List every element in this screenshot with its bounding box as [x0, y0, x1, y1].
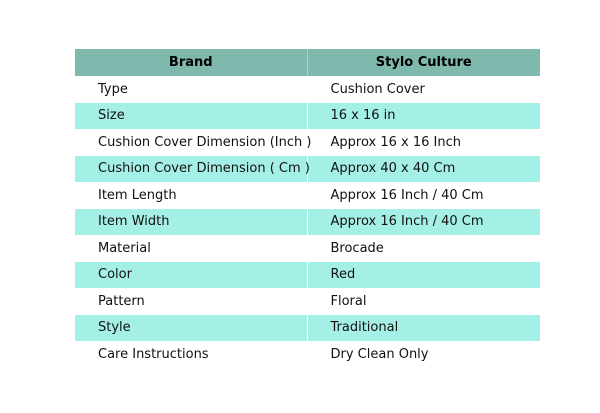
spec-label: Type [75, 76, 307, 103]
table-row [75, 235, 540, 262]
spec-value: Brocade [307, 235, 540, 262]
spec-label: Color [75, 262, 307, 289]
header-cell-brand-value: Stylo Culture [307, 49, 540, 76]
header-cell-brand: Brand [75, 49, 307, 76]
table-row [75, 315, 540, 342]
spec-value: Traditional [307, 315, 540, 342]
table-row [75, 156, 540, 183]
table-row [75, 103, 540, 130]
table-row [75, 209, 540, 236]
spec-label: Style [75, 315, 307, 342]
table-row [75, 76, 540, 103]
spec-value: Floral [307, 288, 540, 315]
table-row [75, 182, 540, 209]
spec-value: Approx 16 Inch / 40 Cm [307, 209, 540, 236]
spec-label: Pattern [75, 288, 307, 315]
table-row [75, 129, 540, 156]
spec-label: Cushion Cover Dimension ( Cm ) [75, 156, 307, 183]
table-row [75, 262, 540, 289]
spec-value: 16 x 16 in [307, 103, 540, 130]
product-spec-table [75, 49, 540, 368]
spec-value: Approx 40 x 40 Cm [307, 156, 540, 183]
table-row [75, 341, 540, 368]
spec-value: Dry Clean Only [307, 341, 540, 368]
spec-label: Size [75, 103, 307, 130]
spec-value: Red [307, 262, 540, 289]
spec-label: Cushion Cover Dimension (Inch ) [75, 129, 307, 156]
table-row [75, 288, 540, 315]
spec-value: Cushion Cover [307, 76, 540, 103]
spec-label: Item Width [75, 209, 307, 236]
table-header-row [75, 49, 540, 76]
spec-label: Care Instructions [75, 341, 307, 368]
spec-value: Approx 16 Inch / 40 Cm [307, 182, 540, 209]
spec-label: Item Length [75, 182, 307, 209]
spec-label: Material [75, 235, 307, 262]
spec-value: Approx 16 x 16 Inch [307, 129, 540, 156]
